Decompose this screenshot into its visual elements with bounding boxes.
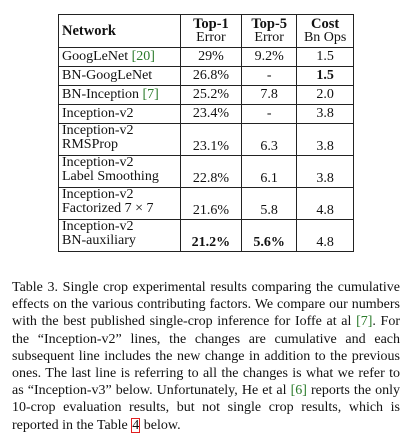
- table-row: [59, 105, 354, 124]
- cell-network: Inception-v2 BN-auxiliary: [59, 220, 181, 252]
- header-top5-error: Top-5 Error: [242, 15, 297, 48]
- cell-top1: 21.6%: [180, 188, 241, 220]
- cell-network: BN-GoogLeNet: [59, 67, 181, 86]
- citation-link[interactable]: [6]: [290, 383, 307, 399]
- table-caption: Table 3. Single crop experimental results comparing the cumulative effects on the various contributing factors. We compare our numbers with the best published single-crop inference for Ioffe at al [7]. For the “Inception-v2” lines, the changes are cumulative and each subsequent line includes the new change in addition to the previous ones. The last line is referring to all the changes is what we refer to as “Inception-v3” below. Unfortunately, He et al [6] reports the only 10-crop evaluation results, but not single crop results, which is reported in the Table 4 below.: [12, 280, 400, 433]
- cell-network: Inception-v2 RMSProp: [59, 124, 181, 156]
- header-top1-error: Top-1 Error: [180, 15, 241, 48]
- table-row: [59, 156, 354, 188]
- cell-top5: -: [242, 67, 297, 86]
- citation-link[interactable]: [7]: [356, 314, 373, 330]
- cell-top1: 25.2%: [180, 86, 241, 105]
- cell-top5: 7.8: [242, 86, 297, 105]
- cell-cost: 1.5: [297, 67, 354, 86]
- cell-top5: 6.3: [242, 124, 297, 156]
- cell-top5: 6.1: [242, 156, 297, 188]
- table-reference-link[interactable]: 4: [132, 417, 140, 433]
- cell-cost: 4.8: [297, 188, 354, 220]
- table-row: [59, 67, 354, 86]
- cell-cost: 2.0: [297, 86, 354, 105]
- cell-top5: 9.2%: [242, 48, 297, 67]
- cell-network: GoogLeNet [20]: [59, 48, 181, 67]
- citation-link[interactable]: [20]: [131, 49, 155, 64]
- table-row: [59, 124, 354, 156]
- cell-cost: 3.8: [297, 156, 354, 188]
- cell-network: Inception-v2: [59, 105, 181, 124]
- cell-top5: 5.8: [242, 188, 297, 220]
- cell-top1: 29%: [180, 48, 241, 67]
- results-table-container: [58, 14, 354, 252]
- cell-top1: 23.1%: [180, 124, 241, 156]
- table-row: [59, 48, 354, 67]
- citation-link[interactable]: [7]: [142, 87, 159, 102]
- cell-cost: 3.8: [297, 124, 354, 156]
- cell-top1: 21.2%: [180, 220, 241, 252]
- table-row: [59, 188, 354, 220]
- cell-network: Inception-v2 Factorized 7 × 7: [59, 188, 181, 220]
- cell-network: Inception-v2 Label Smoothing: [59, 156, 181, 188]
- table-row: [59, 86, 354, 105]
- header-cost: Cost Bn Ops: [297, 15, 354, 48]
- cell-top1: 23.4%: [180, 105, 241, 124]
- cell-cost: 3.8: [297, 105, 354, 124]
- table-header-row: [59, 15, 354, 48]
- cell-network: BN-Inception [7]: [59, 86, 181, 105]
- header-network: Network: [59, 15, 181, 48]
- table-row: [59, 220, 354, 252]
- results-table: [58, 14, 354, 252]
- cell-top1: 26.8%: [180, 67, 241, 86]
- cell-top5: -: [242, 105, 297, 124]
- cell-cost: 1.5: [297, 48, 354, 67]
- cell-top1: 22.8%: [180, 156, 241, 188]
- cell-cost: 4.8: [297, 220, 354, 252]
- cell-top5: 5.6%: [242, 220, 297, 252]
